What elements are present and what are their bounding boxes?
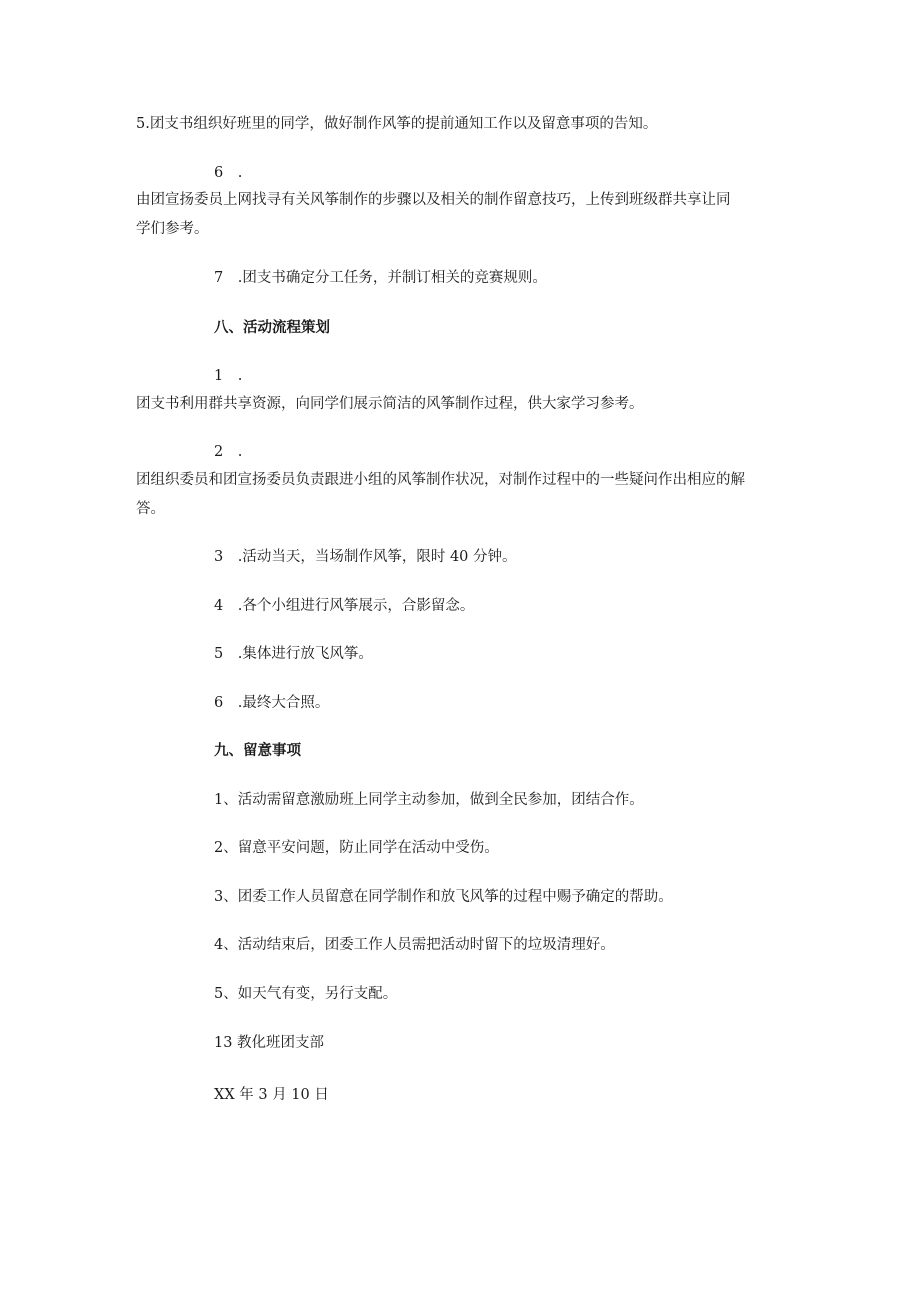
note-1: 1、活动需留意激励班上同学主动参加，做到全民参加，团结合作。: [214, 792, 644, 808]
flow-item-5: 5 .集体进行放飞风筝。: [214, 646, 373, 662]
section-9-heading: 九、留意事项: [214, 742, 301, 759]
flow-item-2-line-1: 团组织委员和团宣扬委员负责跟进小组的风筝制作状况，对制作过程中的一些疑问作出相应的解: [136, 472, 745, 488]
footer-date: XX 年 3 月 10 日: [214, 1087, 329, 1103]
prep-item-6-number: 6 .: [214, 165, 243, 181]
flow-item-4: 4 .各个小组进行风筝展示，合影留念。: [214, 598, 475, 614]
prep-item-6-line-2: 学们参考。: [136, 221, 209, 237]
prep-item-6-line-1: 由团宣扬委员上网找寻有关风筝制作的步骤以及相关的制作留意技巧，上传到班级群共享让同: [136, 192, 731, 208]
note-4: 4、活动结束后，团委工作人员需把活动时留下的垃圾清理好。: [214, 937, 615, 953]
prep-item-7: 7 .团支书确定分工任务，并制订相关的竞赛规则。: [214, 270, 547, 286]
note-2: 2、留意平安问题，防止同学在活动中受伤。: [214, 840, 499, 856]
flow-item-1-number: 1 .: [214, 368, 243, 384]
flow-item-6: 6 .最终大合照。: [214, 695, 330, 711]
flow-item-3: 3 .活动当天，当场制作风筝，限时 40 分钟。: [214, 549, 517, 565]
prep-item-5: 5.团支书组织好班里的同学，做好制作风筝的提前通知工作以及留意事项的告知。: [136, 116, 658, 132]
flow-item-2-line-2: 答。: [136, 501, 165, 517]
note-3: 3、团委工作人员留意在同学制作和放飞风筝的过程中赐予确定的帮助。: [214, 889, 673, 905]
flow-item-1-text: 团支书利用群共享资源，向同学们展示简洁的风筝制作过程，供大家学习参考。: [136, 396, 644, 412]
footer-organization: 13 教化班团支部: [214, 1035, 325, 1051]
note-5: 5、如天气有变，另行支配。: [214, 986, 398, 1002]
flow-item-2-number: 2 .: [214, 444, 243, 460]
section-8-heading: 八、活动流程策划: [214, 319, 330, 336]
